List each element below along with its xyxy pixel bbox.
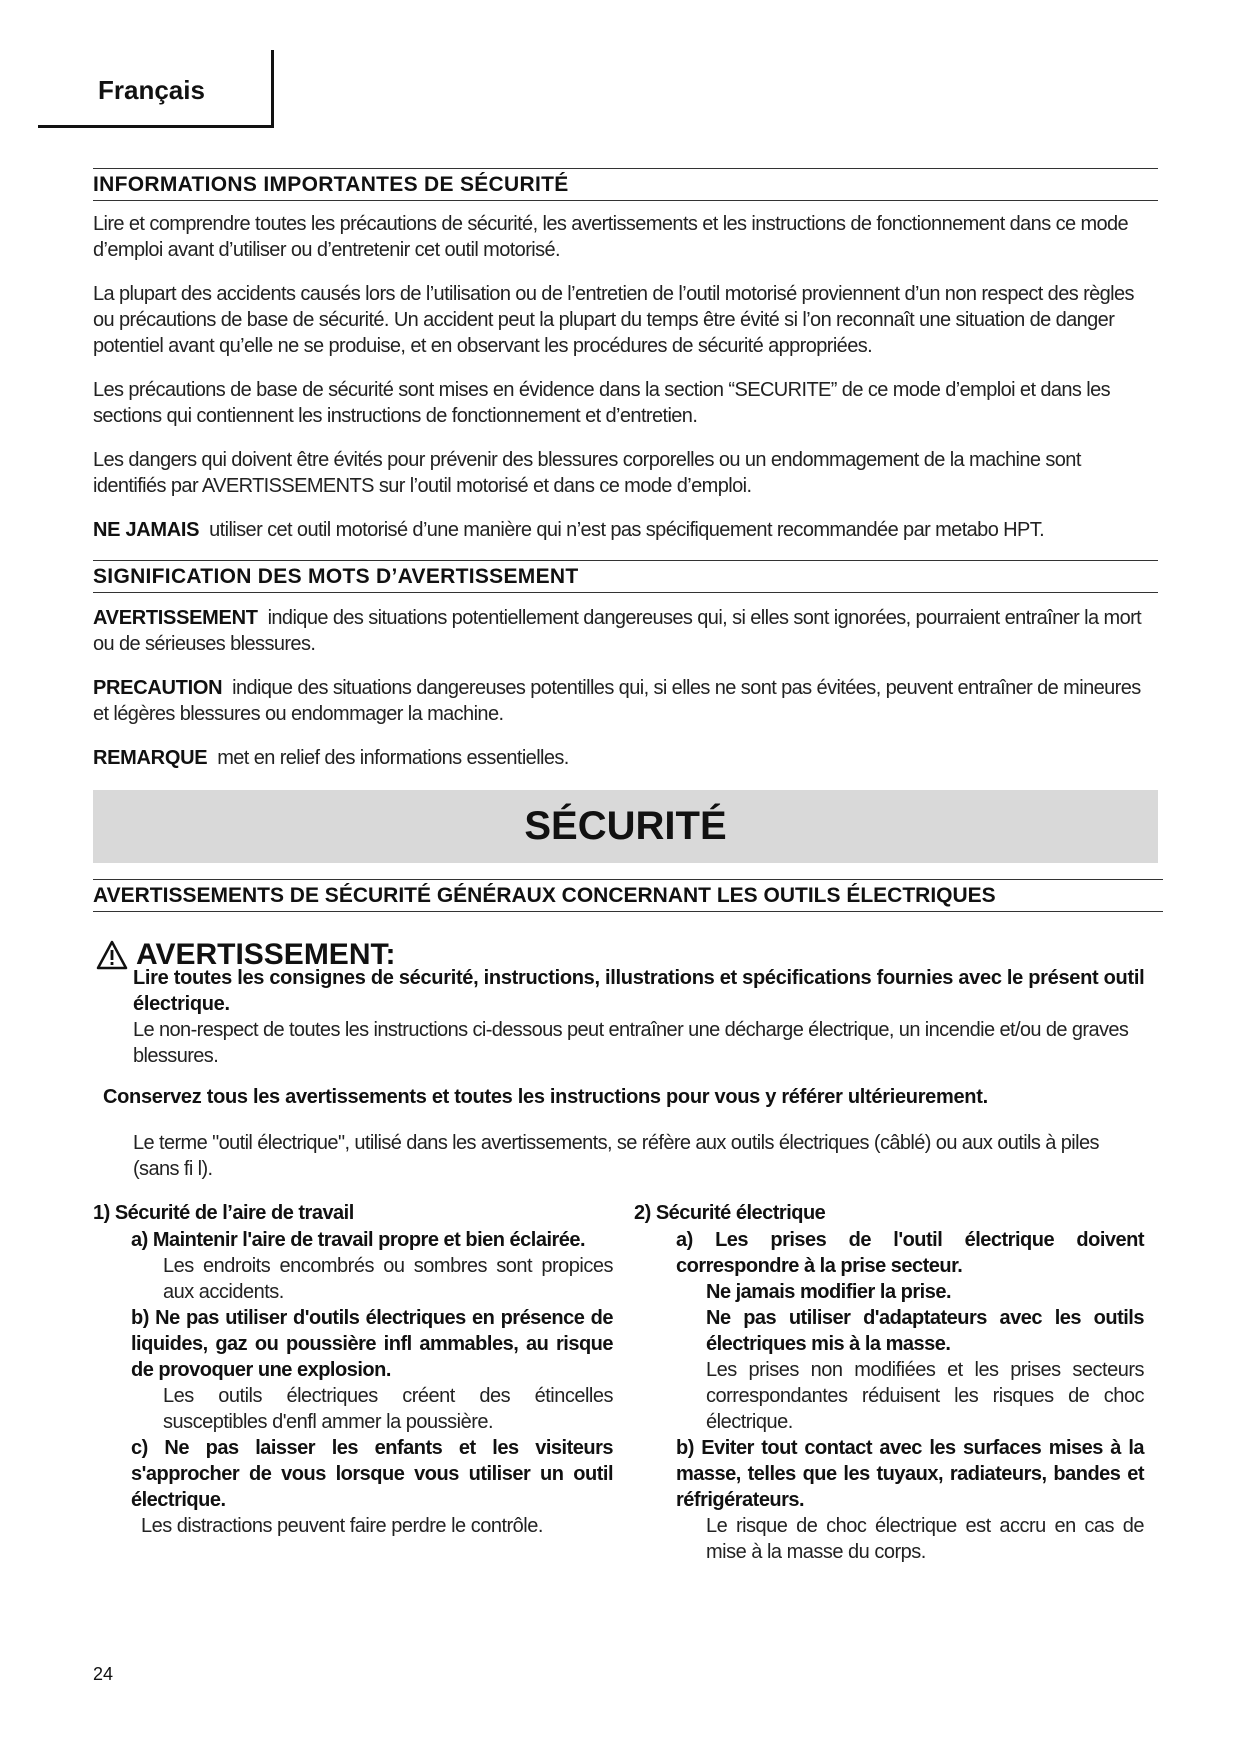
remarque-text: met en relief des informations essentielles. [217,747,569,769]
paragraph-read-understand: Lire et comprendre toutes les précautions de sécurité, les avertissements et les instructions de fonctionnement dans ce mode d’emploi avant d’utiliser ou d’entretenir cet outil motorisé. [93,213,1129,261]
paragraph-never [93,517,1158,543]
language-label: Français [98,75,205,105]
desc-b-right: Le risque de choc électrique est accru en cas de mise à la masse du corps. [706,1515,1144,1563]
warning-triangle-icon [96,940,128,970]
power-tool-term: Le terme "outil électrique", utilisé dans les avertissements, se réfère aux outils électriques (câblé) ou aux outils à piles (sans fi l). [133,1132,1099,1180]
item-b-right: b) Eviter tout contact avec les surfaces mises à la masse, telles que les tuyaux, radiateurs, bandes et réfrigérateurs. [676,1437,1144,1511]
warning-label: AVERTISSEMENT: [136,938,396,971]
item-b-left: b) Ne pas utiliser d'outils électriques en présence de liquides, gaz ou poussière infl ammables, au risque de provoquer une explosion. [131,1307,613,1381]
paragraph-basic-precautions: Les précautions de base de sécurité sont mises en évidence dans la section “SECURITE” de ce mode d’emploi et dans les sections qui contiennent les instructions de fonctionnement et d’entretien. [93,379,1111,427]
desc-c-left: Les distractions peuvent faire perdre le contrôle. [141,1515,543,1537]
warning-body-text: Le non-respect de toutes les instructions ci-dessous peut entraîner une décharge électrique, un incendie et/ou de graves blessures. [133,1019,1129,1067]
page-number: 24 [93,1664,114,1684]
paragraph-remarque [93,745,1158,771]
section-title-warning-words: SIGNIFICATION DES MOTS D’AVERTISSEMENT [93,560,1158,593]
avertissement-text: indique des situations potentiellement dangereuses qui, si elles sont ignorées, pourraient entraîner la mort ou de sérieuses blessures. [93,607,1142,655]
item-a-right-3: Ne pas utiliser d'adaptateurs avec les outils électriques mis à la masse. [706,1307,1144,1355]
never-label: NE JAMAIS [93,519,200,541]
remarque-label: REMARQUE [93,747,208,769]
item-a-right-2: Ne jamais modifier la prise. [706,1281,951,1303]
paragraph-avertissement [93,605,1158,657]
left-column [93,1200,613,1539]
securite-banner [93,790,1158,863]
banner-title: SÉCURITÉ [524,804,727,848]
keep-instructions: Conservez tous les avertissements et toutes les instructions pour vous y référer ultérieurement. [103,1086,988,1108]
item-a-right: a) Les prises de l'outil électrique doivent correspondre à la prise secteur. [676,1229,1144,1277]
item-a-left: a) Maintenir l'aire de travail propre et bien éclairée. [131,1229,586,1251]
avertissement-label: AVERTISSEMENT [93,607,258,629]
paragraph-accidents: La plupart des accidents causés lors de l’utilisation ou de l’entretien de l’outil motorisé proviennent d’un non respect des règles ou précautions de base de sécurité. Un accident peut la plupart du temps être évité si l’on reconnaît une situation de danger potentiel avant qu’elle ne se produise, et en observant les procédures de sécurité appropriées. [93,283,1134,357]
work-area-heading: 1) Sécurité de l’aire de travail [93,1202,354,1224]
precaution-text: indique des situations dangereuses potentilles qui, si elles ne sont pas évitées, peuvent entraîner de mineures et légères blessures ou endommager la machine. [93,677,1141,725]
paragraph-dangers: Les dangers qui doivent être évités pour prévenir des blessures corporelles ou un endommagement de la machine sont identifiés par AVERTISSEMENTS sur l’outil motorisé et dans ce mode d’emploi. [93,449,1081,497]
electrical-safety-heading: 2) Sécurité électrique [634,1202,826,1224]
paragraph-precaution [93,675,1158,727]
right-column [634,1200,1144,1565]
desc-b-left: Les outils électriques créent des étincelles susceptibles d'enfl ammer la poussière. [163,1385,613,1433]
desc-a-left: Les endroits encombrés ou sombres sont propices aux accidents. [163,1255,613,1303]
section-title-important-info: INFORMATIONS IMPORTANTES DE SÉCURITÉ [93,168,1158,201]
item-c-left: c) Ne pas laisser les enfants et les visiteurs s'approcher de vous lorsque vous utiliser un outil électrique. [131,1437,613,1511]
never-text: utiliser cet outil motorisé d’une manière qui n’est pas spécifiquement recommandée par metabo HPT. [209,519,1045,541]
section-title-general-warnings: AVERTISSEMENTS DE SÉCURITÉ GÉNÉRAUX CONCERNANT LES OUTILS ÉLECTRIQUES [93,879,1163,912]
precaution-label: PRECAUTION [93,677,223,699]
desc-a-right: Les prises non modifiées et les prises secteurs correspondantes réduisent les risques de choc électrique. [706,1359,1144,1433]
warning-bold-text: Lire toutes les consignes de sécurité, instructions, illustrations et spécifications fournies avec le présent outil électrique. [133,967,1145,1015]
language-tab [38,50,274,128]
